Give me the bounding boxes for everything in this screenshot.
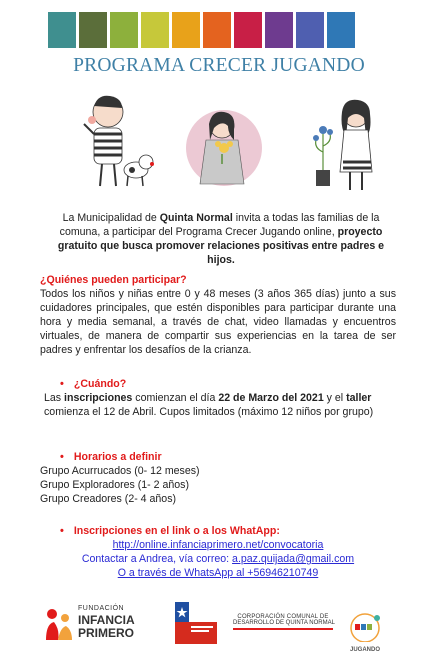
color-swatch	[48, 12, 76, 48]
girl-with-plant-illustration	[310, 92, 390, 197]
color-swatch	[141, 12, 169, 48]
illustrations	[0, 90, 438, 200]
fundacion-infancia-primero-logo	[44, 604, 144, 644]
whatsapp-line	[40, 566, 396, 580]
color-swatch	[172, 12, 200, 48]
who-section	[40, 273, 396, 357]
schedule-section	[40, 450, 396, 506]
corporacion-line2: DESARROLLO DE QUINTA NORMAL	[233, 620, 333, 630]
bullet-icon: •	[60, 525, 64, 537]
intro-comuna: Quinta Normal	[159, 212, 233, 224]
when-text-1: Las	[44, 392, 65, 404]
when-section	[40, 377, 396, 419]
when-text-5: y el	[323, 392, 347, 404]
color-swatch-bar	[48, 12, 355, 48]
who-text: Todos los niños y niñas entre 0 y 48 meses (3 años 365 días) junto a sus cuidadores principales, que estén disponibles para participar durante una hora y media semanal, a través de chat, video llamadas y encuentros virtuales, de manera de compartir sus experiencias en la tarea de ser padres y enfrentar los desafíos de la crianza.	[40, 288, 396, 356]
intro-text: La Municipalidad de	[62, 212, 160, 224]
signup-title: Inscripciones en el link o a los WhatApp:	[73, 525, 280, 537]
logo-footer	[0, 600, 438, 654]
intro-text-2: invita a todas las familias de la comuna, a participar del Programa Crecer Jugando online,	[59, 212, 380, 238]
when-start-date: 22 de Marzo del 2021	[218, 392, 324, 404]
schedule-heading	[40, 450, 396, 464]
intro-paragraph	[48, 211, 394, 267]
fundacion-line3: PRIMERO	[78, 626, 135, 640]
family-icon	[44, 606, 74, 642]
fundacion-line2: INFANCIA	[78, 613, 135, 627]
whatsapp-link[interactable]: O a través de WhatsApp al +56946210749	[117, 567, 319, 579]
when-text-3: comienzan el día	[132, 392, 219, 404]
email-link[interactable]: a.paz.quijada@gmail.com	[232, 553, 355, 565]
corporacion-line1: CORPORACIÓN COMUNAL DE	[237, 614, 329, 620]
color-swatch	[79, 12, 107, 48]
page-title: PROGRAMA CRECER JUGANDO	[73, 55, 365, 76]
when-inscripciones: inscripciones	[64, 392, 133, 404]
gobierno-chile-logo	[175, 602, 217, 644]
when-heading	[40, 377, 396, 391]
who-title: ¿Quiénes pueden participar?	[40, 274, 187, 286]
color-swatch	[265, 12, 293, 48]
contact-line	[40, 552, 396, 566]
signup-section	[40, 524, 396, 580]
group-list-item: Grupo Acurrucados (0- 12 meses)	[40, 465, 200, 477]
signup-heading	[40, 524, 396, 538]
fundacion-line1: FUNDACIÓN	[78, 605, 125, 612]
girl-with-flower-illustration	[178, 100, 268, 195]
color-swatch	[234, 12, 262, 48]
signup-url-line	[40, 538, 396, 552]
chile-flag-icon	[175, 602, 217, 644]
corporacion-comunal-logo	[233, 614, 333, 634]
jugando-label: JUGANDO	[349, 647, 380, 653]
crecer-jugando-logo	[345, 612, 385, 654]
bullet-icon: •	[60, 451, 64, 463]
when-text	[40, 391, 396, 419]
when-title: ¿Cuándo?	[73, 378, 127, 390]
boy-with-dog-illustration	[80, 90, 160, 195]
schedule-title: Horarios a definir	[73, 451, 162, 463]
contact-prefix: Contactar a Andrea, vía correo:	[81, 553, 233, 565]
group-list-item: Grupo Creadores (2- 4 años)	[40, 493, 177, 505]
intro-proyecto: proyecto gratuito que busca promover relaciones positivas entre padres e hijos.	[57, 226, 385, 266]
group-list-item: Grupo Exploradores (1- 2 años)	[40, 479, 189, 491]
color-swatch	[327, 12, 355, 48]
bullet-icon: •	[60, 378, 64, 390]
when-workshop-date: comienza el 12 de Abril	[44, 406, 154, 418]
when-taller: taller	[346, 392, 372, 404]
color-swatch	[110, 12, 138, 48]
color-swatch	[203, 12, 231, 48]
color-swatch	[296, 12, 324, 48]
signup-url-link[interactable]: http://online.infanciaprimero.net/convocatoria	[112, 539, 324, 551]
crecer-jugando-icon	[345, 612, 385, 642]
when-text-8: . Cupos limitados (máximo 12 niños por grupo)	[153, 406, 374, 418]
